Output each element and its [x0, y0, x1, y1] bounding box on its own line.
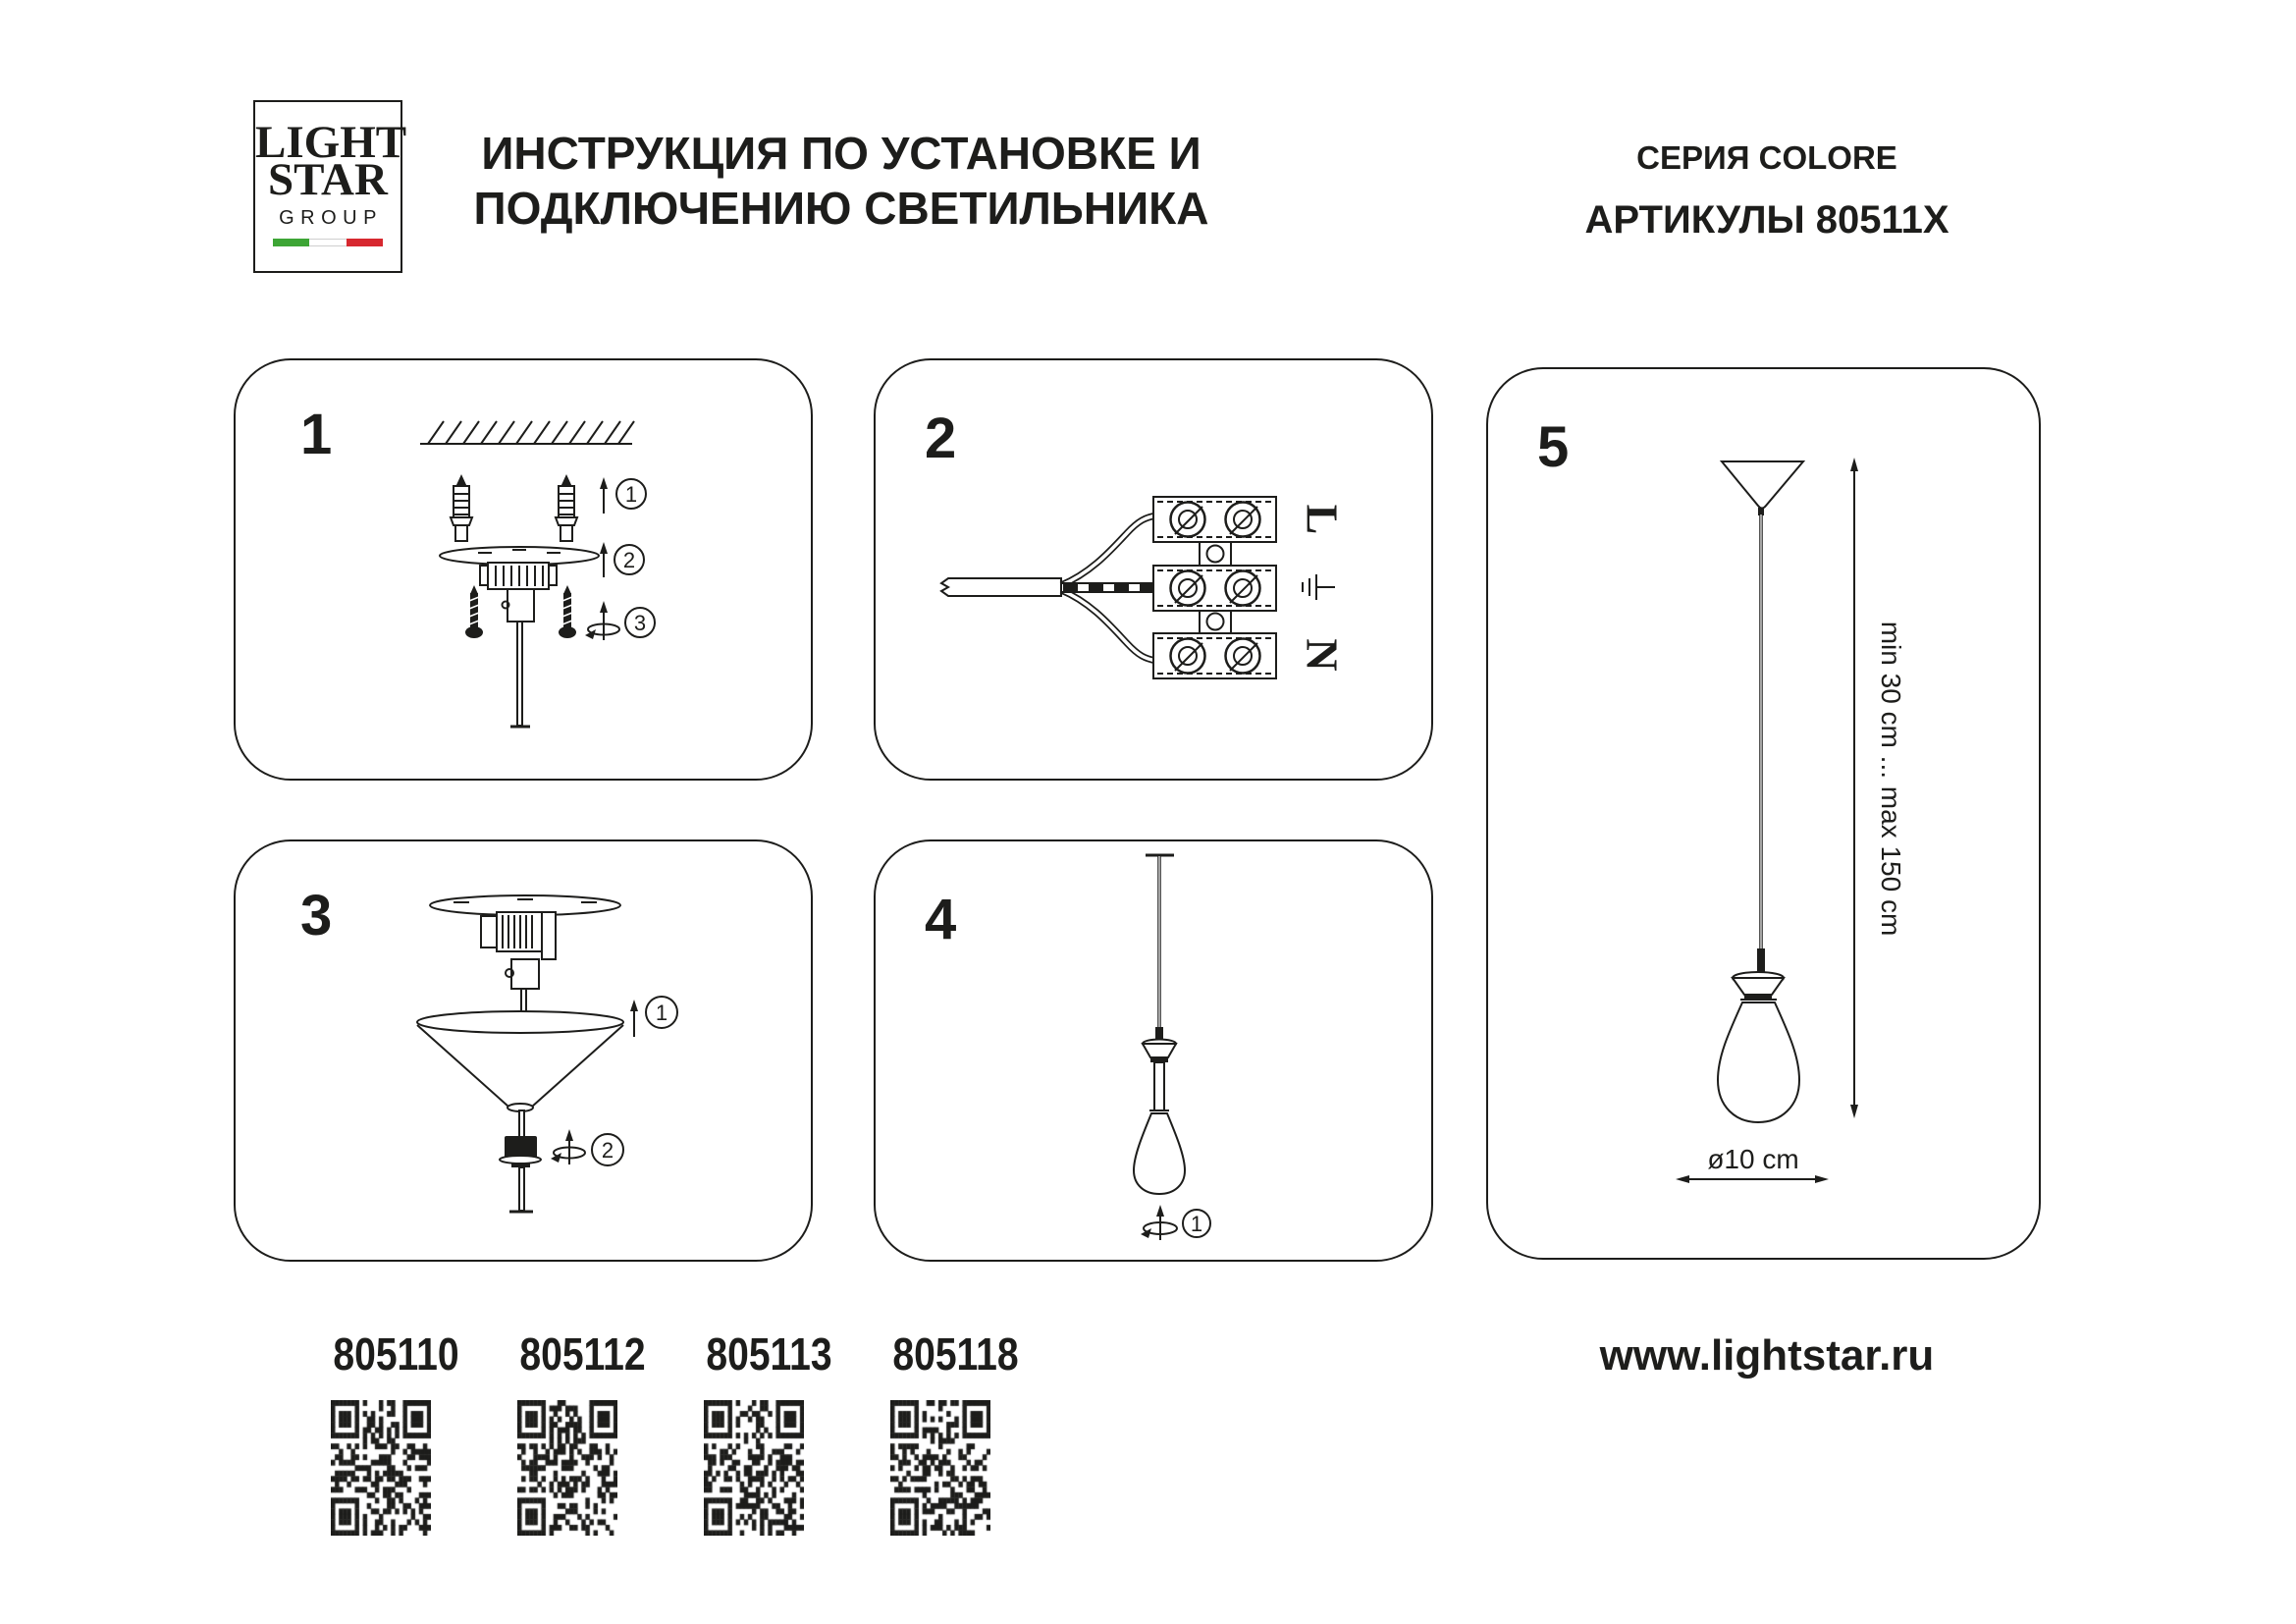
step-5-number: 5: [1537, 415, 1570, 479]
article-item: [695, 1327, 832, 1536]
series-label: СЕРИЯ COLORE: [1636, 139, 1897, 176]
logo-word-group: GROUP: [279, 207, 383, 229]
logo-word-light: LIGHT: [255, 117, 407, 168]
step5-diagram: [1486, 367, 2041, 1260]
svg-text:3: 3: [633, 611, 647, 635]
height-range-label: min 30 cm ... max 150 cm: [1876, 621, 1906, 937]
svg-text:2: 2: [601, 1138, 614, 1163]
step1-diagram: [234, 358, 813, 781]
step-marker-1: [1183, 1210, 1210, 1237]
diameter-label: ø10 cm: [1707, 1144, 1799, 1174]
step-marker-2: [592, 1134, 623, 1165]
article-number: 805110: [333, 1328, 459, 1380]
cord-grip: [500, 1110, 541, 1212]
step-4-number: 4: [925, 888, 957, 951]
rotate-arrow-icon: [1141, 1205, 1177, 1240]
ceiling-canopy: [440, 547, 599, 727]
ceiling-canopy: [430, 895, 620, 1016]
logo-word-star: STAR: [268, 154, 388, 205]
step-marker-1: [646, 997, 677, 1028]
qr-code: [517, 1400, 617, 1536]
svg-text:1: 1: [624, 482, 638, 507]
step-marker-1: [616, 479, 646, 509]
rotate-arrow-icon: [551, 1129, 585, 1164]
qr-code: [890, 1400, 990, 1536]
step2-diagram: [874, 358, 1433, 781]
suspension-wire: [1146, 855, 1174, 1031]
article-number: 805112: [519, 1328, 646, 1380]
step-1-number: 1: [300, 403, 333, 466]
article-number: 805118: [892, 1328, 1019, 1380]
mains-cable: [941, 578, 1061, 596]
lamp-fitting: [1733, 948, 1784, 1001]
svg-text:1: 1: [1190, 1212, 1203, 1236]
height-dimension: [1850, 458, 1906, 1118]
step-marker-3: [625, 608, 655, 637]
step-2-number: 2: [925, 406, 957, 470]
lightstar-logo: [253, 100, 407, 273]
ground-icon: [1303, 574, 1335, 600]
arrow-up-icon: [600, 542, 608, 577]
rotate-arrow-icon: [585, 601, 619, 640]
wall-plug-icon: [451, 474, 472, 541]
svg-text:2: 2: [622, 548, 636, 572]
ceiling-cone: [1722, 461, 1803, 515]
step-marker-2: [614, 545, 644, 574]
neutral-terminal-label: N: [1297, 638, 1348, 672]
website-link: www.lightstar.ru: [1599, 1331, 1935, 1380]
qr-code: [331, 1400, 431, 1536]
qr-code: [704, 1400, 804, 1536]
teardrop-shade: [1718, 1000, 1799, 1122]
svg-text:1: 1: [655, 1001, 668, 1025]
arrow-up-icon: [630, 1000, 638, 1037]
terminal-block: [1153, 497, 1276, 678]
articles-label: АРТИКУЛЫ 80511X: [1584, 198, 1949, 242]
page-title-line2: ПОДКЛЮЧЕНИЮ СВЕТИЛЬНИКА: [473, 183, 1209, 234]
arrow-up-icon: [600, 477, 608, 514]
step4-diagram: [874, 839, 1433, 1262]
line-terminal-label: L: [1297, 504, 1348, 535]
teardrop-shade: [1134, 1110, 1185, 1194]
article-item: [881, 1327, 1019, 1536]
screw-icon: [465, 585, 483, 638]
screw-icon: [559, 585, 576, 638]
wall-plug-icon: [556, 474, 577, 541]
article-number: 805113: [706, 1328, 832, 1380]
article-item: [508, 1327, 646, 1536]
diameter-dimension: [1676, 1144, 1829, 1183]
lamp-fitting: [1143, 1027, 1176, 1110]
article-item: [322, 1327, 459, 1536]
italian-flag-icon: [273, 239, 383, 246]
step-3-number: 3: [300, 884, 333, 947]
page-title: [412, 126, 1270, 236]
cone-shade: [417, 1011, 623, 1111]
ceiling-hatch: [420, 421, 634, 444]
page-title-line1: ИНСТРУКЦИЯ ПО УСТАНОВКЕ И: [481, 128, 1201, 179]
wires: [1061, 515, 1156, 661]
step3-diagram: [234, 839, 813, 1262]
series-block: [1561, 139, 1973, 243]
